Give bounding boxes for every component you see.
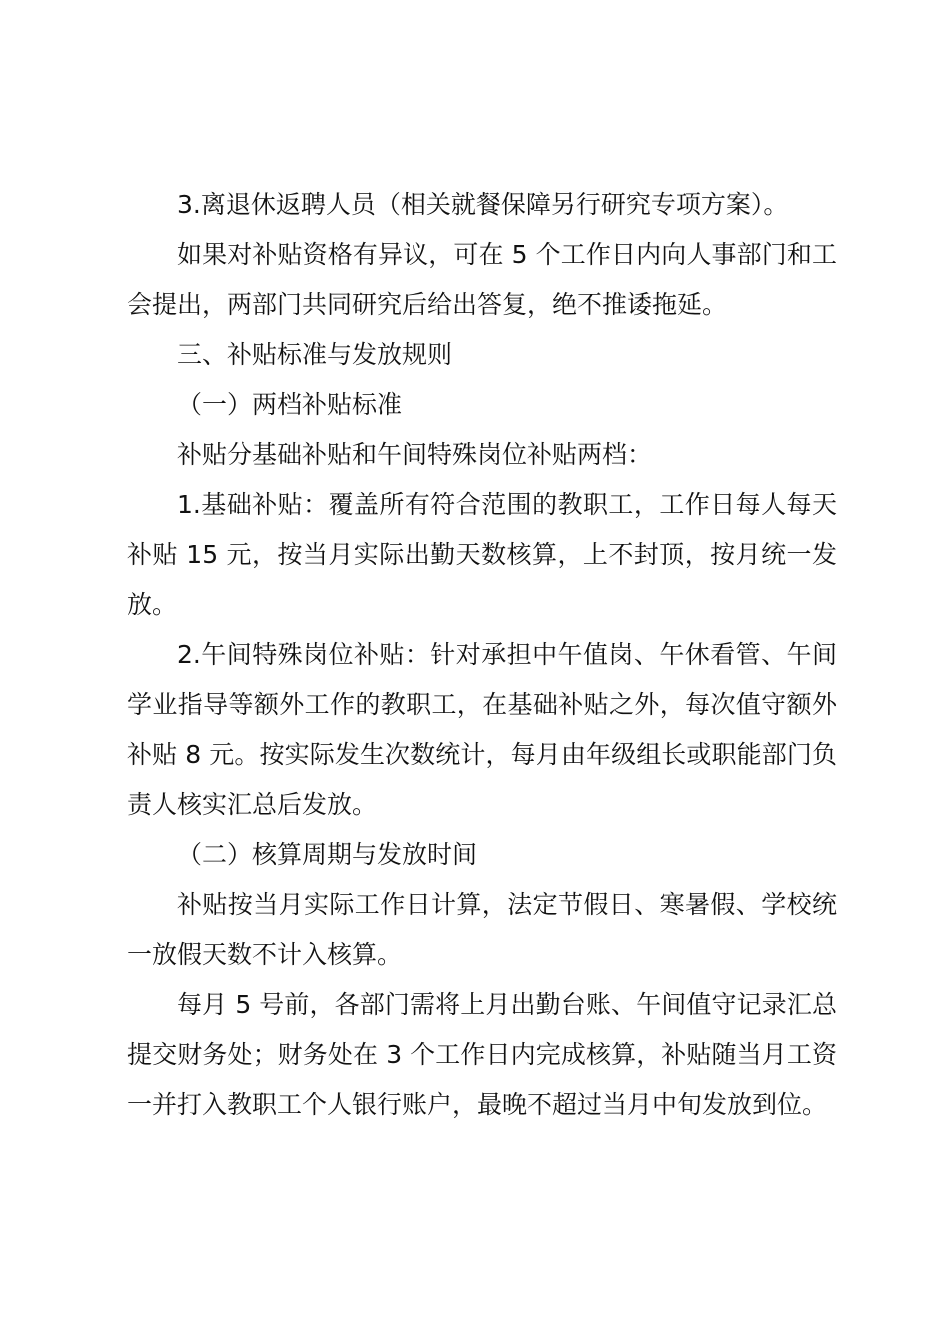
paragraph-two-tier-intro: 补贴分基础补贴和午间特殊岗位补贴两档： [177,440,653,469]
paragraph-payment-schedule: 每月 5 号前，各部门需将上月出勤台账、午间值守记录汇总提交财务处；财务处在 3 个工作日内完成核算，补贴随当月工资一并打入教职工个人银行账户，最晚不超过当月中旬发放到位。 [127,990,837,1119]
paragraph-calculation-basis: 补贴按当月实际工作日计算，法定节假日、寒暑假、学校统一放假天数不计入核算。 [127,890,837,969]
document-body [127,180,837,1130]
subsection-heading-two-tiers: （一）两档补贴标准 [177,390,403,419]
paragraph-basic-subsidy: 1.基础补贴：覆盖所有符合范围的教职工，工作日每人每天补贴 15 元，按当月实际出勤天数核算，上不封顶，按月统一发放。 [127,490,837,619]
paragraph-noon-special-subsidy: 2.午间特殊岗位补贴：针对承担中午值岗、午休看管、午间学业指导等额外工作的教职工，在基础补贴之外，每次值守额外补贴 8 元。按实际发生次数统计，每月由年级组长或职能部门负责人核实汇总后发放。 [127,640,837,819]
section-heading-standards: 三、补贴标准与发放规则 [177,340,453,369]
paragraph-eligibility-objection: 如果对补贴资格有异议，可在 5 个工作日内向人事部门和工会提出，两部门共同研究后给出答复，绝不推诿拖延。 [127,240,837,319]
subsection-heading-cycle-timing: （二）核算周期与发放时间 [177,840,478,869]
paragraph-retired-rehired: 3.离退休返聘人员（相关就餐保障另行研究专项方案）。 [177,190,789,219]
